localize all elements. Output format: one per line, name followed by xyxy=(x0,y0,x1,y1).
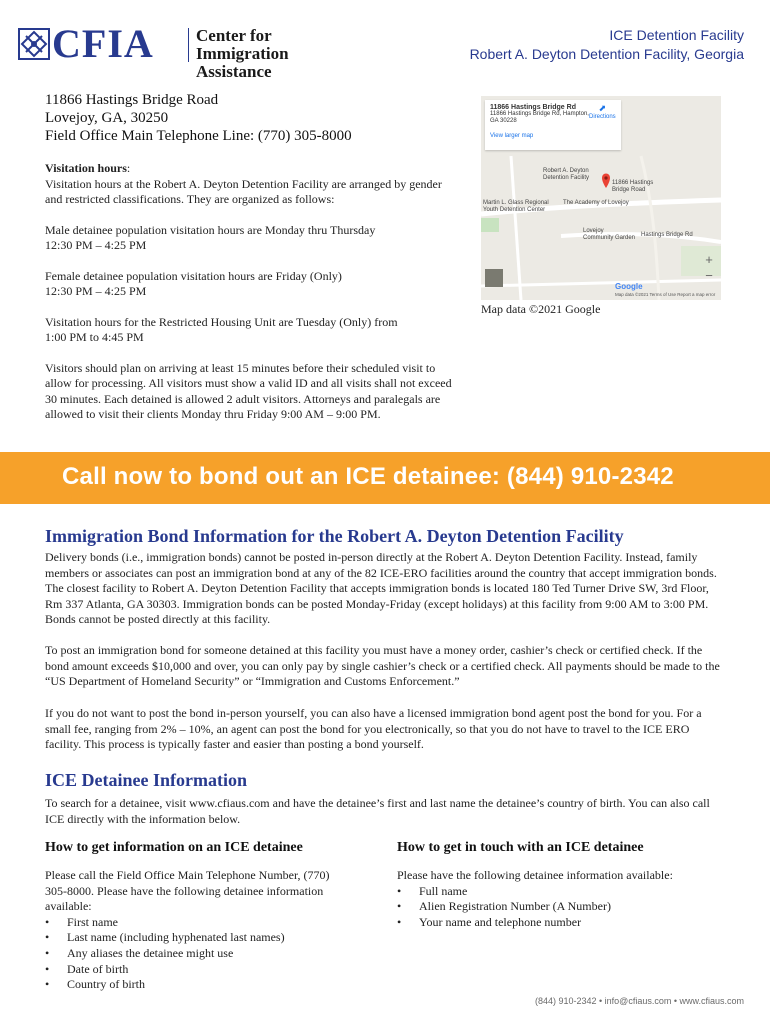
list-item: • Any aliases the detainee might use xyxy=(45,946,345,962)
map-card-address-2: GA 30228 xyxy=(490,118,517,124)
view-larger-map-link[interactable]: View larger map xyxy=(490,133,534,139)
list-item: • First name xyxy=(45,915,345,931)
rhu-visitation-days: Visitation hours for the Restricted Housing Unit are Tuesday (Only) from xyxy=(45,314,398,329)
header-line-1: ICE Detention Facility xyxy=(609,27,744,43)
map-caption: Map data ©2021 Google xyxy=(481,302,601,316)
visitation-heading: Visitation hours xyxy=(45,161,127,175)
get-in-touch-heading: How to get in touch with an ICE detainee xyxy=(397,840,644,855)
get-in-touch-column xyxy=(397,868,727,930)
map-label-academy: The Academy of Lovejoy xyxy=(563,200,629,206)
cfia-emblem-icon xyxy=(18,28,50,60)
bond-paragraph-3: If you do not want to post the bond in-person yourself, you can also have a licensed immigration bond agent post the bond for you. For a small fee, ranging from 2% – 10%, an agent can post the bond for you electronically, so that you do not have to travel to the ICE ERO facility. This process is typically faster and easier than posting a bond yourself. xyxy=(45,706,702,752)
zoom-in-button[interactable]: + xyxy=(705,252,713,267)
bond-paragraph-1: Delivery bonds (i.e., immigration bonds) cannot be posted in-person directly at the Robert A. Deyton Detention Facility. Instead, family members or associates can post an immigration bond at any of the 82 ICE-ERO facilities around the country that accept immigration bonds. The closest facility to Robert A. Deyton Detention Facility that accepts immigration bonds is located 180 Ted Turner Drive SW, 3rd Floor, Rm 337 Atlanta, GA 30303. Immigration bonds can be posted Monday-Friday (except holidays) at this facility from 9:00 AM to 3:00 PM. Bonds cannot be posted directly at this facility. xyxy=(45,550,717,627)
facility-address xyxy=(45,91,352,145)
google-logo: Google xyxy=(615,282,643,291)
visitation-intro: Visitation hours at the Robert A. Deyton Detention Facility are arranged by gender and restricted classifications. They are organized as follows: xyxy=(45,176,442,206)
rhu-visitation-time: 1:00 PM to 4:45 PM xyxy=(45,330,144,344)
list-item: • Your name and telephone number xyxy=(397,915,727,931)
address-phone: Field Office Main Telephone Line: (770) 305-8000 xyxy=(45,128,352,144)
female-visitation-time: 12:30 PM – 4:25 PM xyxy=(45,284,147,298)
map-card-title: 11866 Hastings Bridge Rd xyxy=(490,104,576,111)
map-label-garden: Lovejoy Community Garden xyxy=(583,228,636,241)
address-street: 11866 Hastings Bridge Road xyxy=(45,92,219,108)
header-line-2: Robert A. Deyton Detention Facility, Georgia xyxy=(469,46,744,62)
directions-label: Directions xyxy=(589,114,616,120)
bond-info-heading: Immigration Bond Information for the Robert A. Deyton Detention Facility xyxy=(45,526,624,546)
map-label-youth-center: Martin L. Glass Regional Youth Detention Center xyxy=(483,200,549,213)
visitation-heading-colon: : xyxy=(126,161,131,175)
cfia-logo xyxy=(18,21,348,81)
get-info-list xyxy=(45,915,345,993)
bond-paragraph-2: To post an immigration bond for someone detained at this facility you must have a money order, cashier’s check or certified check. If the bond amount exceeds $10,000 and over, you can only pay by single cashier’s check or a certified check. All payments should be made to the “US Department of Homeland Security” or “Immigration and Customs Enforcement.” xyxy=(45,643,720,689)
logo-subtitle-line-2: Immigration Assistance xyxy=(196,44,289,81)
page-footer-contact: (844) 910-2342 • info@cfiaus.com • www.cfiaus.com xyxy=(534,996,744,1006)
list-item: • Date of birth xyxy=(45,962,345,978)
call-banner[interactable] xyxy=(0,452,770,504)
get-in-touch-list xyxy=(397,884,727,931)
map-label-deyton: Robert A. Deyton Detention Facility xyxy=(543,168,590,181)
detainee-info-intro: To search for a detainee, visit www.cfiaus.com and have the detainee’s first and last name the detainee’s country of birth. You can also call ICE directly with the information below. xyxy=(45,796,710,826)
street-view-thumbnail[interactable] xyxy=(485,269,503,287)
male-visitation-days: Male detainee population visitation hours are Monday thru Thursday xyxy=(45,222,376,237)
map-label-pin: 11866 Hastings Bridge Road xyxy=(612,180,654,193)
logo-subtitle-line-1: Center for xyxy=(196,26,272,45)
get-info-column xyxy=(45,868,345,993)
list-item: • Alien Registration Number (A Number) xyxy=(397,899,727,915)
logo-wordmark: CFIA xyxy=(52,21,154,66)
location-map[interactable] xyxy=(481,96,721,300)
get-in-touch-text: Please have the following detainee information available: xyxy=(397,868,673,882)
zoom-out-button[interactable]: − xyxy=(705,268,713,283)
map-label-road: Hastings Bridge Rd xyxy=(641,232,693,238)
address-city: Lovejoy, GA, 30250 xyxy=(45,110,169,126)
detainee-info-heading: ICE Detainee Information xyxy=(45,770,247,790)
map-footer-links[interactable]: Map data ©2021 Terms of Use Report a map error xyxy=(615,292,716,297)
map-zoom-controls xyxy=(701,252,717,284)
female-visitation-days: Female detainee population visitation hours are Friday (Only) xyxy=(45,268,342,283)
map-card-address-1: 11866 Hastings Bridge Rd, Hampton, xyxy=(490,111,589,117)
logo-subtitle xyxy=(196,27,348,81)
list-item: • Full name xyxy=(397,884,727,900)
logo-divider xyxy=(188,28,189,62)
male-visitation-time: 12:30 PM – 4:25 PM xyxy=(45,238,147,252)
visitation-section xyxy=(45,161,455,438)
call-banner-text[interactable]: Call now to bond out an ICE detainee: (844) 910-2342 xyxy=(62,463,674,490)
directions-icon: ⬈ xyxy=(598,103,607,113)
list-item: • Country of birth xyxy=(45,977,345,993)
visitation-notes: Visitors should plan on arriving at least 15 minutes before their scheduled visit to allow for processing. All visitors must show a valid ID and all visits shall not exceed 30 minutes. Each detained is allowed 2 adult visitors. Attorneys and paralegals are allowed to visit their clients Monday thru Friday 9:00 AM – 9:00 PM. xyxy=(45,360,452,421)
directions-button[interactable] xyxy=(589,103,616,120)
get-info-text: Please call the Field Office Main Telephone Number, (770) 305-8000. Please have the following detainee information available: xyxy=(45,868,330,914)
list-item: • Last name (including hyphenated last names) xyxy=(45,930,345,946)
header-facility-title xyxy=(470,26,744,64)
get-info-heading: How to get information on an ICE detainee xyxy=(45,840,303,855)
